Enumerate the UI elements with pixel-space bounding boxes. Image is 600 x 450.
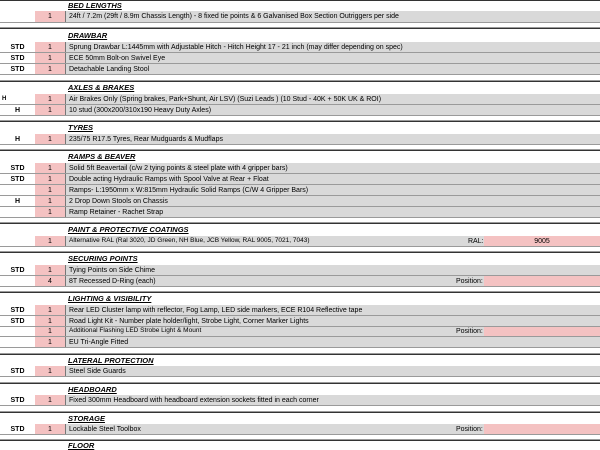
ral-label: RAL: <box>468 237 484 245</box>
row-qty[interactable]: 4 <box>35 276 65 286</box>
position-label: Position: <box>456 328 483 335</box>
row-description-text: 8T Recessed D-Ring (each) <box>69 277 156 285</box>
section-title: LIGHTING & VISIBILITY <box>68 294 152 304</box>
section-ramps-beaver <box>0 150 600 163</box>
section-tyres <box>0 121 600 134</box>
row-description: Double acting Hydraulic Ramps with Spool Valve at Rear + Float <box>65 174 600 184</box>
row-qty[interactable]: 1 <box>35 94 65 104</box>
row-code <box>0 207 35 217</box>
row-qty[interactable]: 1 <box>35 11 65 22</box>
section-title: STORAGE <box>68 413 105 423</box>
table-row <box>0 134 600 145</box>
row-code: H <box>14 197 21 205</box>
row-code <box>0 11 35 22</box>
section-title: DRAWBAR <box>68 30 108 40</box>
row-description <box>65 327 600 336</box>
position-field[interactable] <box>484 424 600 434</box>
table-row <box>0 42 600 53</box>
row-qty[interactable]: 1 <box>35 134 65 144</box>
section-securing-points <box>0 252 600 265</box>
row-qty[interactable]: 1 <box>35 265 65 275</box>
section-bed-lengths <box>0 0 600 11</box>
table-row <box>0 94 600 105</box>
row-qty[interactable]: 1 <box>35 316 65 326</box>
row-description: Fixed 300mm Headboard with headboard extension sockets fitted in each corner <box>65 395 600 405</box>
table-row <box>0 305 600 316</box>
section-lateral-protection <box>0 354 600 366</box>
row-qty[interactable]: 1 <box>35 236 65 246</box>
row-code <box>0 185 35 195</box>
section-lighting-visibility <box>0 292 600 305</box>
table-row <box>0 196 600 207</box>
table-row <box>0 174 600 185</box>
section-title: SECURING POINTS <box>68 254 138 264</box>
row-description: Ramps- L:1950mm x W:815mm Hydraulic Solid Ramps (C/W 4 Gripper Bars) <box>65 185 600 195</box>
row-code: STD <box>10 396 25 404</box>
row-code: STD <box>10 306 25 314</box>
row-description-text: Alternative RAL (Ral 3020, JD Green, NH Blue, JCB Yellow, RAL 9005, 7021, 7043) <box>69 236 310 244</box>
row-code: STD <box>10 43 25 51</box>
row-qty[interactable]: 1 <box>35 42 65 52</box>
row-description: Steel Side Guards <box>65 366 600 376</box>
row-description: 10 stud (300x200/310x190 Heavy Duty Axles) <box>65 105 600 115</box>
row-qty[interactable]: 1 <box>35 366 65 376</box>
row-code: H <box>2 96 7 102</box>
section-title: AXLES & BRAKES <box>68 83 135 93</box>
table-row <box>0 207 600 218</box>
section-paint-coatings <box>0 223 600 236</box>
row-qty[interactable]: 1 <box>35 105 65 115</box>
row-code: STD <box>10 317 25 325</box>
section-title: RAMPS & BEAVER <box>68 152 136 162</box>
row-code <box>0 327 35 336</box>
row-code: H <box>14 135 21 143</box>
row-qty[interactable]: 1 <box>35 424 65 434</box>
row-description: 24ft / 7.2m (29ft / 8.9m Chassis Length) - 8 fixed tie points & 6 Galvanised Box Section Outriggers per side <box>65 11 600 22</box>
row-qty[interactable]: 1 <box>35 64 65 74</box>
table-row <box>0 105 600 116</box>
section-title: HEADBOARD <box>68 384 117 394</box>
row-qty[interactable]: 1 <box>35 53 65 63</box>
row-description: EU Tri-Angle Fitted <box>65 337 600 347</box>
section-drawbar <box>0 28 600 42</box>
row-description: Detachable Landing Stool <box>65 64 600 74</box>
section-title: TYRES <box>68 123 94 133</box>
row-description: Solid 5ft Beavertail (c/w 2 tying points & steel plate with 4 gripper bars) <box>65 163 600 173</box>
row-description-text: Additional Flashing LED Strobe Light & Mount <box>69 327 202 335</box>
position-field[interactable] <box>484 327 600 336</box>
row-description: 2 Drop Down Stools on Chassis <box>65 196 600 206</box>
row-code <box>0 236 35 246</box>
row-qty[interactable]: 1 <box>35 163 65 173</box>
row-code: H <box>14 106 21 114</box>
row-code: STD <box>10 266 25 274</box>
position-field[interactable] <box>484 276 600 286</box>
section-title: BED LENGTHS <box>68 1 122 11</box>
row-code: STD <box>10 65 25 73</box>
section-storage <box>0 412 600 424</box>
row-description: Road Light Kit - Number plate holder/light, Strobe Light, Corner Marker Lights <box>65 316 600 326</box>
row-description: ECE 50mm Bolt-on Swivel Eye <box>65 53 600 63</box>
table-row <box>0 185 600 196</box>
section-headboard <box>0 383 600 395</box>
row-code <box>0 276 35 286</box>
position-label: Position: <box>456 277 483 285</box>
table-row <box>0 366 600 377</box>
table-row <box>0 163 600 174</box>
table-row <box>0 236 600 247</box>
row-qty[interactable]: 1 <box>35 196 65 206</box>
row-qty[interactable]: 1 <box>35 395 65 405</box>
row-description: Air Brakes Only (Spring brakes, Park+Shunt, Air LSV) (Suzi Leads ) (10 Stud - 40K + 50K UK & ROI) <box>65 94 600 104</box>
section-title: FLOOR <box>68 441 95 450</box>
row-code <box>0 337 35 347</box>
row-code: STD <box>10 164 25 172</box>
table-row <box>0 64 600 75</box>
row-description: Ramp Retainer - Rachet Strap <box>65 207 600 217</box>
row-qty[interactable]: 1 <box>35 207 65 217</box>
row-qty[interactable]: 1 <box>35 185 65 195</box>
row-qty[interactable]: 1 <box>35 174 65 184</box>
row-qty[interactable]: 1 <box>35 337 65 347</box>
table-row <box>0 53 600 64</box>
row-code: STD <box>10 54 25 62</box>
row-description: Rear LED Cluster lamp with reflector, Fog Lamp, LED side markers, ECE R104 Reflective tape <box>65 305 600 315</box>
row-description <box>65 276 600 286</box>
table-row <box>0 276 600 287</box>
row-description <box>65 236 600 246</box>
section-title: PAINT & PROTECTIVE COATINGS <box>68 225 189 235</box>
section-floor <box>0 440 600 450</box>
position-label: Position: <box>456 425 483 433</box>
table-row <box>0 265 600 276</box>
table-row <box>0 316 600 327</box>
section-axles-brakes <box>0 81 600 94</box>
row-qty[interactable]: 1 <box>35 327 65 336</box>
ral-value-field[interactable]: 9005 <box>484 236 600 246</box>
table-row <box>0 395 600 406</box>
row-description <box>65 424 600 434</box>
row-description: Sprung Drawbar L:1445mm with Adjustable Hitch - Hitch Height 17 - 21 inch (may differ depending on spec) <box>65 42 600 52</box>
section-title: LATERAL PROTECTION <box>68 355 154 365</box>
table-row <box>0 11 600 23</box>
table-row <box>0 337 600 348</box>
row-code: STD <box>10 367 25 375</box>
table-row <box>0 424 600 435</box>
row-description-text: Lockable Steel Toolbox <box>69 425 141 433</box>
row-code: STD <box>10 175 25 183</box>
row-description: Tying Points on Side Chime <box>65 265 600 275</box>
row-description: 235/75 R17.5 Tyres, Rear Mudguards & Mudflaps <box>65 134 600 144</box>
row-qty[interactable]: 1 <box>35 305 65 315</box>
table-row <box>0 327 600 337</box>
row-code: STD <box>10 425 25 433</box>
